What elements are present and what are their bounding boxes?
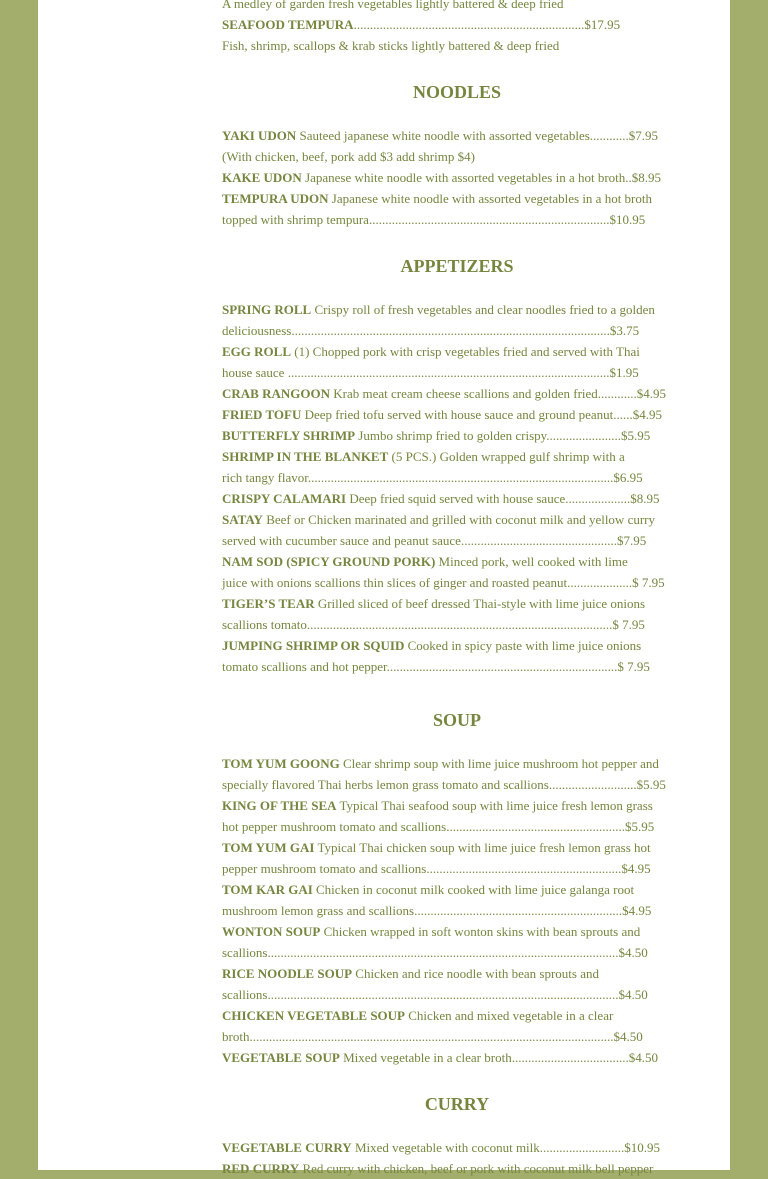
- menu-item-name: CRISPY CALAMARI: [222, 491, 347, 506]
- menu-item-description: Chicken and rice noodle with bean sprouts and: [352, 966, 599, 981]
- menu-item-description: Minced pork, well cooked with lime: [435, 554, 628, 569]
- menu-item-description: Typical Thai seafood soup with lime juice fresh lemon grass: [336, 798, 653, 813]
- menu-item: [222, 341, 692, 362]
- menu-item-description: juice with onions scallions thin slices of ginger and roasted peanut....................$ 7.95: [222, 575, 665, 590]
- menu-item-description: deliciousness..................................................................................................$3.75: [222, 323, 640, 338]
- menu-item-description: served with cucumber sauce and peanut sauce................................................$7.95: [222, 533, 647, 548]
- menu-item-description: broth................................................................................................................$4.50: [222, 1029, 643, 1044]
- menu-item-name: CHICKEN VEGETABLE SOUP: [222, 1008, 406, 1023]
- menu-item: [222, 446, 692, 467]
- menu-item: [222, 879, 692, 900]
- section-title-soup: SOUP: [432, 710, 481, 730]
- menu-item: [222, 837, 692, 858]
- section-title-noodles: NOODLES: [412, 82, 502, 102]
- menu-item: [222, 963, 692, 984]
- menu-item-description: A medley of garden fresh vegetables lightly battered & deep fried: [222, 0, 564, 11]
- menu-item-description: scallions tomato..............................................................................................$ 7.95: [222, 617, 645, 632]
- menu-item: [222, 1158, 692, 1179]
- menu-item-description: mushroom lemon grass and scallions................................................................$4.95: [222, 903, 652, 918]
- menu-item: [222, 795, 692, 816]
- menu-item: [222, 383, 692, 404]
- menu-item-description: rich tangy flavor..............................................................................................$6.95: [222, 470, 643, 485]
- menu-item-description: Jumbo shrimp fried to golden crispy.......................$5.95: [355, 428, 651, 443]
- menu-item-name: SHRIMP IN THE BLANKET: [222, 449, 389, 464]
- menu-item-description: Cooked in spicy paste with lime juice onions: [404, 638, 642, 653]
- menu-item-description: scallions............................................................................................................$4.50: [222, 987, 648, 1002]
- menu-item-name: YAKI UDON: [222, 128, 297, 143]
- menu-item-name: VEGETABLE CURRY: [222, 1140, 352, 1155]
- menu-item-description: Japanese white noodle with assorted vegetables in a hot broth: [328, 191, 653, 206]
- menu-item: [222, 635, 692, 656]
- menu-item-description: Mixed vegetable in a clear broth....................................$4.50: [339, 1050, 658, 1065]
- menu-item-description: (1) Chopped pork with crisp vegetables fried and served with Thai: [291, 344, 640, 359]
- menu-item-name: TOM KAR GAI: [222, 882, 313, 897]
- menu-item-name: SPRING ROLL: [222, 302, 312, 317]
- menu-item: [222, 425, 692, 446]
- menu-item-description: specially flavored Thai herbs lemon grass tomato and scallions...........................$5.95: [222, 777, 666, 792]
- menu-item: [222, 188, 692, 209]
- soup-list: [222, 753, 692, 1068]
- menu-item-description: Red curry with chicken, beef or pork with coconut milk bell pepper: [299, 1161, 654, 1176]
- menu-item: [222, 125, 692, 146]
- menu-item-description: Chicken wrapped in soft wonton skins with bean sprouts and: [320, 924, 641, 939]
- menu-item-description: Chicken in coconut milk cooked with lime juice galanga root: [312, 882, 635, 897]
- menu-item-description: Krab meat cream cheese scallions and golden fried............$4.95: [329, 386, 667, 401]
- menu-item-name: FRIED TOFU: [222, 407, 302, 422]
- menu-item: [222, 299, 692, 320]
- menu-item-description: Deep fried tofu served with house sauce and ground peanut......$4.95: [301, 407, 662, 422]
- menu-item: [222, 488, 692, 509]
- menu-content: [222, 0, 692, 1179]
- menu-item-description: Typical Thai chicken soup with lime juice fresh lemon grass hot: [314, 840, 651, 855]
- menu-item: [222, 1005, 692, 1026]
- menu-item-name: JUMPING SHRIMP OR SQUID: [222, 638, 405, 653]
- menu-item-description: Grilled sliced of beef dressed Thai-style with lime juice onions: [314, 596, 646, 611]
- menu-item-description: tomato scallions and hot pepper.......................................................................$ 7.95: [222, 659, 650, 674]
- menu-item-description: Crispy roll of fresh vegetables and clear noodles fried to a golden: [311, 302, 655, 317]
- menu-item-description: scallions............................................................................................................$4.50: [222, 945, 648, 960]
- menu-item-name: WONTON SOUP: [222, 924, 321, 939]
- menu-item-description: Chicken and mixed vegetable in a clear: [405, 1008, 614, 1023]
- menu-item-description: (With chicken, beef, pork add $3 add shrimp $4): [222, 149, 475, 164]
- menu-item-price-line: .......................................................................$17.95: [353, 17, 621, 32]
- menu-item-name: KING OF THE SEA: [222, 798, 337, 813]
- menu-item-name: SATAY: [222, 512, 263, 527]
- noodles-list: [222, 125, 692, 230]
- menu-item: [222, 404, 692, 425]
- menu-item: [222, 1047, 692, 1068]
- menu-item: [222, 753, 692, 774]
- menu-item-description: Fish, shrimp, scallops & krab sticks lightly battered & deep fried: [222, 38, 560, 53]
- menu-item-description: Clear shrimp soup with lime juice mushroom hot pepper and: [339, 756, 659, 771]
- menu-item-description: Deep fried squid served with house sauce....................$8.95: [346, 491, 660, 506]
- menu-item: [222, 167, 692, 188]
- appetizers-list: [222, 299, 692, 677]
- menu-item-name: TOM YUM GOONG: [222, 756, 340, 771]
- menu-item-description: Beef or Chicken marinated and grilled with coconut milk and yellow curry: [262, 512, 656, 527]
- menu-item: [222, 593, 692, 614]
- menu-item-name: KAKE UDON: [222, 170, 302, 185]
- menu-item-name: EGG ROLL: [222, 344, 291, 359]
- menu-item-description: Mixed vegetable with coconut milk..........................$10.95: [351, 1140, 661, 1155]
- menu-item-name: CRAB RANGOON: [222, 386, 330, 401]
- menu-item-description: hot pepper mushroom tomato and scallions.......................................................$5.95: [222, 819, 655, 834]
- menu-item-name: RED CURRY: [222, 1161, 300, 1176]
- menu-item-description: Japanese white noodle with assorted vegetables in a hot broth..$8.95: [301, 170, 662, 185]
- menu-item: [222, 509, 692, 530]
- menu-item: [222, 551, 692, 572]
- menu-page: [38, 0, 730, 1176]
- menu-item-name: RICE NOODLE SOUP: [222, 966, 353, 981]
- menu-item-name: VEGETABLE SOUP: [222, 1050, 340, 1065]
- menu-item-name: TOM YUM GAI: [222, 840, 315, 855]
- menu-item-name: NAM SOD (SPICY GROUND PORK): [222, 554, 436, 569]
- menu-item-name: SEAFOOD TEMPURA: [222, 17, 354, 32]
- menu-item-description: pepper mushroom tomato and scallions............................................................$4.95: [222, 861, 651, 876]
- menu-item-name: BUTTERFLY SHRIMP: [222, 428, 356, 443]
- curry-list: [222, 1137, 692, 1179]
- menu-item-name: TIGER’S TEAR: [222, 596, 315, 611]
- menu-item-description: house sauce ...................................................................................................$1.95: [222, 365, 639, 380]
- section-title-appetizers: APPETIZERS: [400, 256, 514, 276]
- section-title-curry: CURRY: [424, 1094, 490, 1114]
- menu-item-description: topped with shrimp tempura..........................................................................$10.95: [222, 212, 646, 227]
- menu-item-name: TEMPURA UDON: [222, 191, 329, 206]
- menu-item-description: Sauteed japanese white noodle with assorted vegetables............$7.95: [296, 128, 659, 143]
- menu-item-description: (5 PCS.) Golden wrapped gulf shrimp with a: [388, 449, 625, 464]
- menu-item: [222, 921, 692, 942]
- menu-item: [222, 1137, 692, 1158]
- menu-item: [222, 14, 692, 35]
